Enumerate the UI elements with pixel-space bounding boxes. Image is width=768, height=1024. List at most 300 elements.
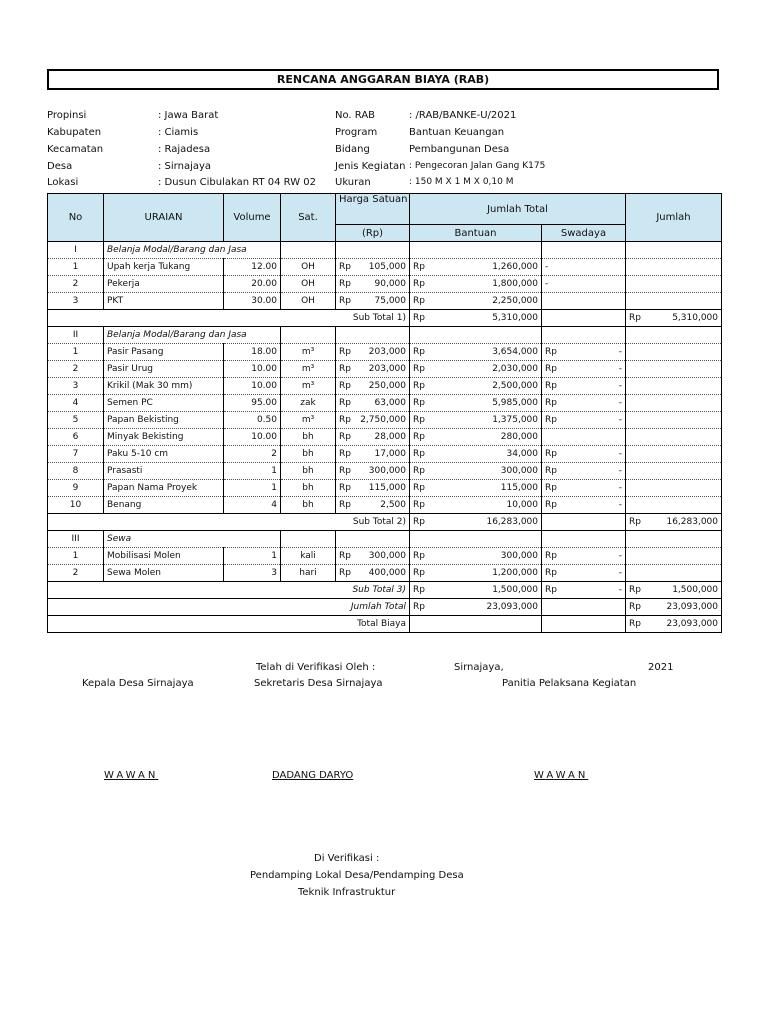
bantuan-value: 3,654,000 — [492, 346, 538, 357]
table-row — [48, 480, 722, 497]
table-row — [48, 599, 722, 616]
currency-label: Rp — [545, 465, 557, 476]
empty-cell — [626, 548, 722, 565]
swadaya-value: - — [618, 550, 622, 561]
mid-signatory: DADANG DARYO — [272, 770, 354, 781]
row-uraian: PKT — [104, 293, 224, 310]
row-uraian: Belanja Modal/Barang dan Jasa — [104, 242, 281, 259]
table-row — [48, 276, 722, 293]
info-value: : Dusun Cibulakan RT 04 RW 02 — [158, 177, 317, 188]
currency-label: Rp — [413, 601, 425, 612]
table-row — [48, 616, 722, 633]
currency-label: Rp — [413, 499, 425, 510]
info-label: Kabupaten — [47, 127, 102, 138]
info-label: Ukuran — [335, 177, 371, 188]
currency-label: Rp — [413, 346, 425, 357]
row-volume: 3 — [224, 565, 281, 582]
row-harga — [336, 548, 410, 565]
currency-label: Rp — [339, 550, 351, 561]
row-sat: OH — [281, 293, 336, 310]
currency-label: Rp — [545, 414, 557, 425]
empty-cell — [626, 497, 722, 514]
col-harga: Harga Satuan — [336, 194, 410, 225]
swadaya-value: - — [618, 346, 622, 357]
row-swadaya — [542, 446, 626, 463]
swadaya-value: - — [618, 584, 622, 595]
verified-by-label: Telah di Verifikasi Oleh : — [256, 662, 376, 673]
table-row — [48, 582, 722, 599]
row-swadaya — [542, 463, 626, 480]
currency-label: Rp — [413, 363, 425, 374]
row-harga — [336, 259, 410, 276]
row-volume: 95.00 — [224, 395, 281, 412]
info-label: Program — [335, 127, 378, 138]
empty-cell — [281, 242, 336, 259]
row-sat: bh — [281, 463, 336, 480]
row-no: 8 — [48, 463, 104, 480]
jumlah-value: 23,093,000 — [666, 618, 718, 629]
currency-label: Rp — [339, 499, 351, 510]
currency-label: Rp — [339, 278, 351, 289]
currency-label: Rp — [413, 550, 425, 561]
currency-label: Rp — [413, 448, 425, 459]
harga-value: 250,000 — [368, 380, 406, 391]
row-swadaya — [542, 429, 626, 446]
year-label: 2021 — [648, 662, 674, 673]
table-row — [48, 293, 722, 310]
row-bantuan — [410, 446, 542, 463]
right-role: Panitia Pelaksana Kegiatan — [502, 678, 637, 689]
row-uraian: Sewa — [104, 531, 281, 548]
row-sat: m³ — [281, 412, 336, 429]
swadaya-value: - — [618, 397, 622, 408]
empty-cell — [626, 395, 722, 412]
harga-value: 63,000 — [374, 397, 406, 408]
row-swadaya — [542, 378, 626, 395]
info-value: Bantuan Keuangan — [409, 127, 505, 138]
jumlah-value: 5,310,000 — [672, 312, 718, 323]
row-bantuan — [410, 361, 542, 378]
currency-label: Rp — [413, 312, 425, 323]
currency-label: Rp — [339, 295, 351, 306]
row-uraian: Pasir Pasang — [104, 344, 224, 361]
currency-label: Rp — [545, 448, 557, 459]
col-volume: Volume — [224, 194, 281, 242]
empty-cell — [626, 276, 722, 293]
info-value: : Sirnajaya — [158, 161, 212, 172]
col-sat: Sat. — [281, 194, 336, 242]
currency-label: Rp — [545, 363, 557, 374]
row-sat: kali — [281, 548, 336, 565]
empty-cell — [626, 446, 722, 463]
row-harga — [336, 463, 410, 480]
row-no: 1 — [48, 548, 104, 565]
row-harga — [336, 344, 410, 361]
row-sat: OH — [281, 276, 336, 293]
subtotal-swadaya — [542, 599, 626, 616]
row-bantuan — [410, 463, 542, 480]
row-swadaya — [542, 497, 626, 514]
subtotal-jumlah — [626, 582, 722, 599]
swadaya-value: - — [618, 414, 622, 425]
bantuan-value: 23,093,000 — [486, 601, 538, 612]
row-volume: 10.00 — [224, 361, 281, 378]
bantuan-value: 2,030,000 — [492, 363, 538, 374]
info-value: Pembangunan Desa — [409, 144, 510, 155]
bantuan-value: 300,000 — [500, 465, 538, 476]
currency-label: Rp — [339, 482, 351, 493]
row-no: III — [48, 531, 104, 548]
row-uraian: Papan Bekisting — [104, 412, 224, 429]
currency-label: Rp — [339, 380, 351, 391]
empty-cell — [626, 327, 722, 344]
row-bantuan — [410, 497, 542, 514]
empty-cell — [410, 242, 542, 259]
subtotal-jumlah — [626, 514, 722, 531]
table-row — [48, 548, 722, 565]
table-row — [48, 514, 722, 531]
col-harga-unit: (Rp) — [336, 225, 410, 242]
harga-value: 203,000 — [368, 346, 406, 357]
info-value: : Ciamis — [158, 127, 199, 138]
row-sat: zak — [281, 395, 336, 412]
currency-label: Rp — [413, 278, 425, 289]
verif-title: Di Verifikasi : — [314, 853, 380, 864]
row-swadaya — [542, 293, 626, 310]
empty-cell — [626, 565, 722, 582]
empty-cell — [626, 361, 722, 378]
currency-label: Rp — [629, 601, 641, 612]
empty-cell — [336, 327, 410, 344]
harga-value: 115,000 — [368, 482, 406, 493]
currency-label: Rp — [629, 312, 641, 323]
empty-cell — [281, 531, 336, 548]
currency-label: Rp — [413, 465, 425, 476]
subtotal-bantuan — [410, 599, 542, 616]
col-uraian: URAIAN — [104, 194, 224, 242]
row-volume: 20.00 — [224, 276, 281, 293]
subtotal-label: Sub Total 2) — [48, 514, 410, 531]
row-bantuan — [410, 293, 542, 310]
empty-cell — [626, 344, 722, 361]
col-bantuan: Bantuan — [410, 225, 542, 242]
empty-cell — [626, 293, 722, 310]
row-swadaya — [542, 344, 626, 361]
subtotal-swadaya — [542, 310, 626, 327]
currency-label: Rp — [629, 516, 641, 527]
empty-cell — [336, 531, 410, 548]
currency-label: Rp — [339, 431, 351, 442]
currency-label: Rp — [629, 618, 641, 629]
col-jumlah-total: Jumlah Total — [410, 194, 626, 225]
harga-value: 28,000 — [374, 431, 406, 442]
empty-cell — [626, 463, 722, 480]
row-no: 6 — [48, 429, 104, 446]
info-label: Jenis Kegiatan — [335, 161, 406, 172]
swadaya-value: - — [618, 482, 622, 493]
row-sat: hari — [281, 565, 336, 582]
currency-label: Rp — [413, 414, 425, 425]
swadaya-value: - — [618, 363, 622, 374]
info-label: No. RAB — [335, 110, 376, 121]
info-value: : Rajadesa — [158, 144, 211, 155]
table-header-row — [48, 194, 722, 225]
table-row — [48, 565, 722, 582]
currency-label: Rp — [339, 363, 351, 374]
bantuan-value: 5,985,000 — [492, 397, 538, 408]
swadaya-value: - — [618, 448, 622, 459]
row-no: 5 — [48, 412, 104, 429]
empty-cell — [281, 327, 336, 344]
currency-label: Rp — [339, 346, 351, 357]
subtotal-label: Jumlah Total — [48, 599, 410, 616]
currency-label: Rp — [413, 516, 425, 527]
currency-label: Rp — [339, 567, 351, 578]
jumlah-value: 16,283,000 — [666, 516, 718, 527]
info-label: Kecamatan — [47, 144, 104, 155]
swadaya-value: - — [545, 278, 549, 289]
bantuan-value: 2,250,000 — [492, 295, 538, 306]
row-uraian: Upah kerja Tukang — [104, 259, 224, 276]
currency-label: Rp — [339, 465, 351, 476]
row-bantuan — [410, 395, 542, 412]
bantuan-value: 5,310,000 — [492, 312, 538, 323]
swadaya-value: - — [618, 380, 622, 391]
row-no: 2 — [48, 276, 104, 293]
row-swadaya — [542, 361, 626, 378]
row-sat: bh — [281, 446, 336, 463]
info-label: Bidang — [335, 144, 370, 155]
bantuan-value: 1,800,000 — [492, 278, 538, 289]
currency-label: Rp — [545, 499, 557, 510]
row-sat: m³ — [281, 344, 336, 361]
row-no: 10 — [48, 497, 104, 514]
info-value: : Pengecoran Jalan Gang K175 — [409, 161, 546, 171]
empty-cell — [410, 531, 542, 548]
right-signatory: WAWAN — [534, 770, 589, 781]
row-swadaya — [542, 276, 626, 293]
bantuan-value: 1,200,000 — [492, 567, 538, 578]
row-volume: 1 — [224, 548, 281, 565]
table-row — [48, 429, 722, 446]
left-signatory: WAWAN — [104, 770, 159, 781]
swadaya-value: - — [618, 465, 622, 476]
currency-label: Rp — [413, 261, 425, 272]
bantuan-value: 280,000 — [500, 431, 538, 442]
verif-line1: Pendamping Lokal Desa/Pendamping Desa — [250, 870, 464, 881]
subtotal-label: Sub Total 3) — [48, 582, 410, 599]
row-no: 9 — [48, 480, 104, 497]
currency-label: Rp — [413, 397, 425, 408]
harga-value: 2,500 — [380, 499, 406, 510]
row-sat: OH — [281, 259, 336, 276]
row-harga — [336, 412, 410, 429]
table-row — [48, 446, 722, 463]
subtotal-jumlah — [626, 599, 722, 616]
currency-label: Rp — [413, 431, 425, 442]
bantuan-value: 300,000 — [500, 550, 538, 561]
row-harga — [336, 497, 410, 514]
row-uraian: Pekerja — [104, 276, 224, 293]
subtotal-label: Sub Total 1) — [48, 310, 410, 327]
currency-label: Rp — [545, 482, 557, 493]
info-value: : 150 M X 1 M X 0,10 M — [409, 177, 514, 187]
row-no: I — [48, 242, 104, 259]
verif-line2: Teknik Infrastruktur — [298, 887, 396, 898]
table-row — [48, 344, 722, 361]
bantuan-value: 1,260,000 — [492, 261, 538, 272]
jumlah-value: 23,093,000 — [666, 601, 718, 612]
bantuan-value: 16,283,000 — [486, 516, 538, 527]
bantuan-value: 34,000 — [506, 448, 538, 459]
place-label: Sirnajaya, — [454, 662, 504, 673]
mid-role: Sekretaris Desa Sirnajaya — [254, 678, 383, 689]
row-bantuan — [410, 412, 542, 429]
row-sat: bh — [281, 497, 336, 514]
row-bantuan — [410, 480, 542, 497]
row-harga — [336, 429, 410, 446]
row-no: 7 — [48, 446, 104, 463]
empty-cell — [626, 531, 722, 548]
currency-label: Rp — [629, 584, 641, 595]
row-harga — [336, 378, 410, 395]
harga-value: 203,000 — [368, 363, 406, 374]
harga-value: 90,000 — [374, 278, 406, 289]
empty-cell — [626, 259, 722, 276]
empty-cell — [626, 378, 722, 395]
row-no: 1 — [48, 344, 104, 361]
row-bantuan — [410, 548, 542, 565]
subtotal-swadaya — [542, 582, 626, 599]
row-harga — [336, 395, 410, 412]
left-role: Kepala Desa Sirnajaya — [82, 678, 194, 689]
currency-label: Rp — [413, 567, 425, 578]
table-row — [48, 242, 722, 259]
row-volume: 1 — [224, 480, 281, 497]
row-swadaya — [542, 395, 626, 412]
info-label: Propinsi — [47, 110, 87, 121]
row-harga — [336, 480, 410, 497]
row-volume: 12.00 — [224, 259, 281, 276]
row-volume: 30.00 — [224, 293, 281, 310]
empty-cell — [626, 412, 722, 429]
harga-value: 300,000 — [368, 465, 406, 476]
swadaya-value: - — [618, 567, 622, 578]
row-no: II — [48, 327, 104, 344]
row-uraian: Pasir Urug — [104, 361, 224, 378]
row-uraian: Minyak Bekisting — [104, 429, 224, 446]
row-uraian: Mobilisasi Molen — [104, 548, 224, 565]
row-bantuan — [410, 429, 542, 446]
currency-label: Rp — [339, 397, 351, 408]
harga-value: 2,750,000 — [360, 414, 406, 425]
row-no: 2 — [48, 361, 104, 378]
row-bantuan — [410, 378, 542, 395]
info-value: : /RAB/BANKE-U/2021 — [409, 110, 517, 121]
subtotal-jumlah — [626, 310, 722, 327]
table-row — [48, 497, 722, 514]
harga-value: 17,000 — [374, 448, 406, 459]
row-swadaya — [542, 565, 626, 582]
bantuan-value: 2,500,000 — [492, 380, 538, 391]
empty-cell — [626, 480, 722, 497]
subtotal-bantuan — [410, 616, 542, 633]
empty-cell — [626, 429, 722, 446]
subtotal-swadaya — [542, 616, 626, 633]
row-no: 3 — [48, 378, 104, 395]
subtotal-jumlah — [626, 616, 722, 633]
table-row — [48, 531, 722, 548]
row-bantuan — [410, 565, 542, 582]
row-harga — [336, 293, 410, 310]
info-label: Desa — [47, 161, 73, 172]
subtotal-bantuan — [410, 582, 542, 599]
harga-value: 400,000 — [368, 567, 406, 578]
currency-label: Rp — [339, 261, 351, 272]
bantuan-value: 1,500,000 — [492, 584, 538, 595]
row-swadaya — [542, 412, 626, 429]
col-jumlah: Jumlah — [626, 194, 722, 242]
row-uraian: Sewa Molen — [104, 565, 224, 582]
row-sat: bh — [281, 429, 336, 446]
row-swadaya — [542, 548, 626, 565]
row-swadaya — [542, 480, 626, 497]
row-uraian: Belanja Modal/Barang dan Jasa — [104, 327, 281, 344]
harga-value: 105,000 — [368, 261, 406, 272]
currency-label: Rp — [339, 448, 351, 459]
col-swadaya: Swadaya — [542, 225, 626, 242]
row-bantuan — [410, 276, 542, 293]
bantuan-value: 115,000 — [500, 482, 538, 493]
row-sat: bh — [281, 480, 336, 497]
row-volume: 10.00 — [224, 429, 281, 446]
bantuan-value: 1,375,000 — [492, 414, 538, 425]
row-harga — [336, 446, 410, 463]
row-volume: 18.00 — [224, 344, 281, 361]
table-row — [48, 395, 722, 412]
currency-label: Rp — [545, 397, 557, 408]
empty-cell — [542, 531, 626, 548]
currency-label: Rp — [413, 584, 425, 595]
row-uraian: Krikil (Mak 30 mm) — [104, 378, 224, 395]
currency-label: Rp — [545, 567, 557, 578]
row-volume: 0.50 — [224, 412, 281, 429]
currency-label: Rp — [545, 584, 557, 595]
empty-cell — [626, 242, 722, 259]
row-no: 1 — [48, 259, 104, 276]
col-no: No — [48, 194, 104, 242]
row-volume: 10.00 — [224, 378, 281, 395]
currency-label: Rp — [545, 380, 557, 391]
row-sat: m³ — [281, 361, 336, 378]
row-volume: 4 — [224, 497, 281, 514]
empty-cell — [410, 327, 542, 344]
rab-table — [47, 193, 722, 633]
subtotal-bantuan — [410, 514, 542, 531]
row-no: 2 — [48, 565, 104, 582]
currency-label: Rp — [545, 550, 557, 561]
info-label: Lokasi — [47, 177, 79, 188]
table-row — [48, 361, 722, 378]
currency-label: Rp — [413, 295, 425, 306]
bantuan-value: 10,000 — [506, 499, 538, 510]
empty-cell — [336, 242, 410, 259]
row-harga — [336, 361, 410, 378]
currency-label: Rp — [545, 346, 557, 357]
table-row — [48, 412, 722, 429]
row-uraian: Benang — [104, 497, 224, 514]
empty-cell — [542, 242, 626, 259]
